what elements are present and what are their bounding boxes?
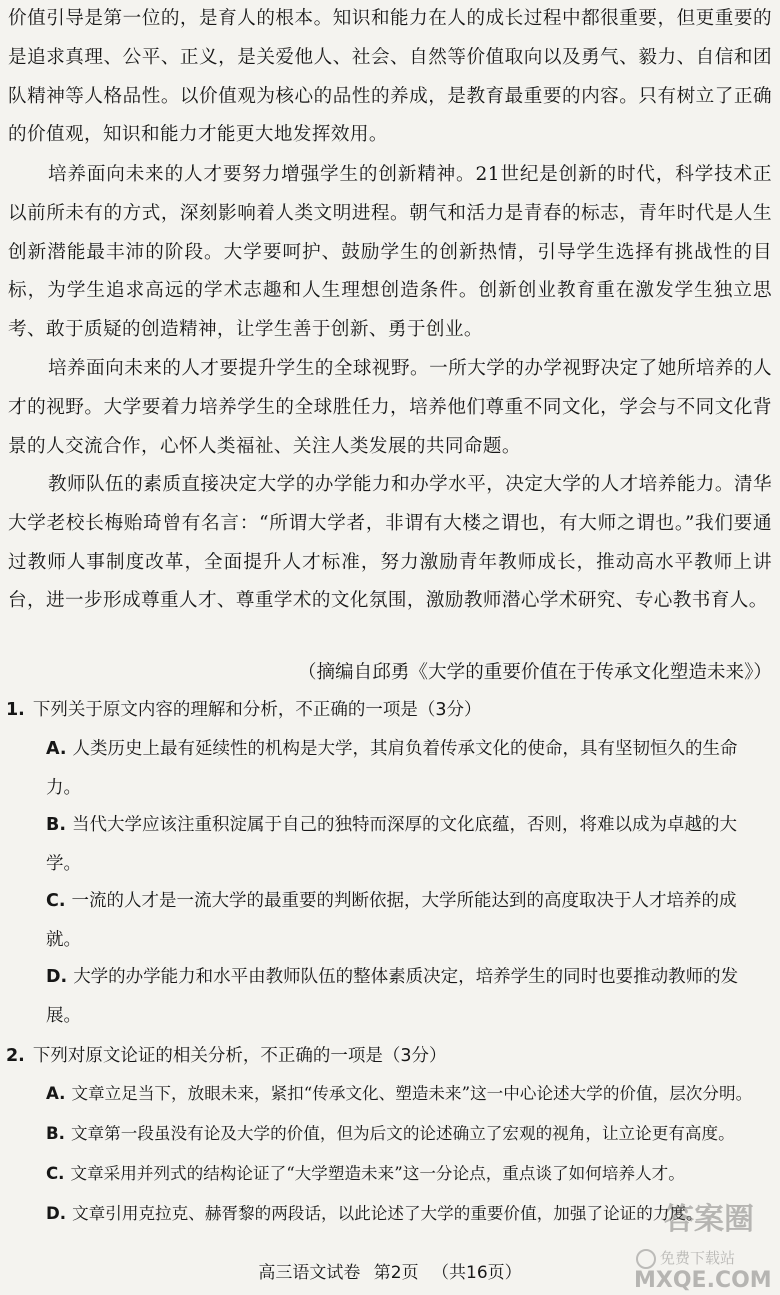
watermark-logo bbox=[624, 1195, 774, 1291]
option-text: 一流的人才是一流大学的最重要的判断依据，大学所能达到的高度取决于人才培养的成就。 bbox=[46, 891, 737, 950]
option-text: 文章采用并列式的结构论证了“大学塑造未来”这一分论点，重点谈了如何培养人才。 bbox=[70, 1164, 685, 1183]
option-text: 文章第一段虽没有论及大学的价值，但为后文的论述确立了宏观的视角，让立论更有高度。 bbox=[70, 1124, 735, 1143]
option-letter: C. bbox=[46, 891, 66, 911]
footer-exam-title: 高三语文试卷 bbox=[258, 1263, 361, 1283]
option-text: 人类历史上最有延续性的机构是大学，其肩负着传承文化的使命，具有坚韧恒久的生命力。 bbox=[46, 739, 738, 798]
option-letter: A. bbox=[46, 739, 67, 759]
passage-paragraph-3: 培养面向未来的人才要提升学生的全球视野。一所大学的办学视野决定了她所培养的人才的视野。大学要着力培养学生的全球胜任力，培养他们尊重不同文化，学会与不同文化背景的人交流合作，心怀人类福祉、关注人类发展的共同命题。 bbox=[8, 358, 772, 457]
watermark-subtitle: 免费下载站 bbox=[660, 1249, 736, 1267]
question-2-text: 下列对原文论证的相关分析，不正确的一项是（3分） bbox=[32, 1046, 447, 1066]
option-letter: B. bbox=[46, 815, 66, 835]
question-1-option-b bbox=[46, 806, 770, 883]
passage-source: （摘编自邱勇《大学的重要价值在于传承文化塑造未来》） bbox=[297, 662, 772, 683]
question-2-stem bbox=[6, 1038, 772, 1074]
question-1-option-a bbox=[46, 730, 770, 807]
option-text: 当代大学应该注重积淀属于自己的独特而深厚的文化底蕴，否则，将难以成为卓越的大学。 bbox=[46, 815, 737, 874]
passage-paragraph-1: 价值引导是第一位的，是育人的根本。知识和能力在人的成长过程中都很重要，但更重要的是追求真理、公平、正义，是关爱他人、社会、自然等价值取向以及勇气、毅力、自信和团队精神等人格品性。以价值观为核心的品性的养成，是教育最重要的内容。只有树立了正确的价值观，知识和能力才能更大地发挥效用。 bbox=[8, 8, 772, 146]
option-letter: B. bbox=[46, 1124, 65, 1143]
option-text: 文章立足当下，放眼未来，紧扣“传承文化、塑造未来”这一中心论述大学的价值，层次分明。 bbox=[71, 1084, 753, 1103]
watermark-title: 答案圈 bbox=[664, 1202, 754, 1237]
passage-paragraph-2: 培养面向未来的人才要努力增强学生的创新精神。21世纪是创新的时代，科学技术正以前所未有的方式，深刻影响着人类文明进程。朝气和活力是青春的标志，青年时代是人生创新潜能最丰沛的阶段。大学要呵护、鼓励学生的创新热情，引导学生选择有挑战性的目标，为学生追求高远的学术志趣和人生理想创造条件。创新创业教育重在激发学生独立思考、敢于质疑的创造精神，让学生善于创新、勇于创业。 bbox=[8, 164, 772, 341]
option-text: 大学的办学能力和水平由教师队伍的整体素质决定，培养学生的同时也要推动教师的发展。 bbox=[46, 967, 739, 1026]
question-1-stem bbox=[6, 692, 772, 728]
question-2-number: 2. bbox=[6, 1046, 25, 1066]
option-letter: D. bbox=[46, 967, 68, 987]
question-1-text: 下列关于原文内容的理解和分析，不正确的一项是（3分） bbox=[32, 700, 482, 720]
watermark-url: MXQE.COM bbox=[634, 1268, 772, 1291]
question-2-option-c bbox=[46, 1156, 776, 1192]
watermark-badge-icon bbox=[637, 1250, 655, 1268]
question-1-option-d bbox=[46, 958, 770, 1035]
question-2-option-b bbox=[46, 1116, 776, 1152]
option-letter: A. bbox=[46, 1084, 66, 1103]
passage-paragraph-4: 教师队伍的素质直接决定大学的办学能力和办学水平，决定大学的人才培养能力。清华大学老校长梅贻琦曾有名言：“所谓大学者，非谓有大楼之谓也，有大师之谓也。”我们要通过教师人事制度改革，全面提升人才标准，努力激励青年教师成长，推动高水平教师上讲台，进一步形成尊重人才、尊重学术的文化氛围，激励教师潜心学术研究、专心教书育人。 bbox=[8, 474, 772, 612]
option-letter: D. bbox=[46, 1204, 67, 1223]
option-text: 文章引用克拉克、赫胥黎的两段话，以此论述了大学的重要价值，加强了论证的力度。 bbox=[72, 1204, 703, 1223]
question-1-number: 1. bbox=[6, 700, 25, 720]
question-2-option-a bbox=[46, 1076, 776, 1112]
option-letter: C. bbox=[46, 1164, 65, 1183]
footer-page-number: 第2页 bbox=[373, 1263, 419, 1283]
footer-total-pages: （共16页） bbox=[432, 1263, 522, 1283]
question-1-option-c bbox=[46, 882, 770, 959]
